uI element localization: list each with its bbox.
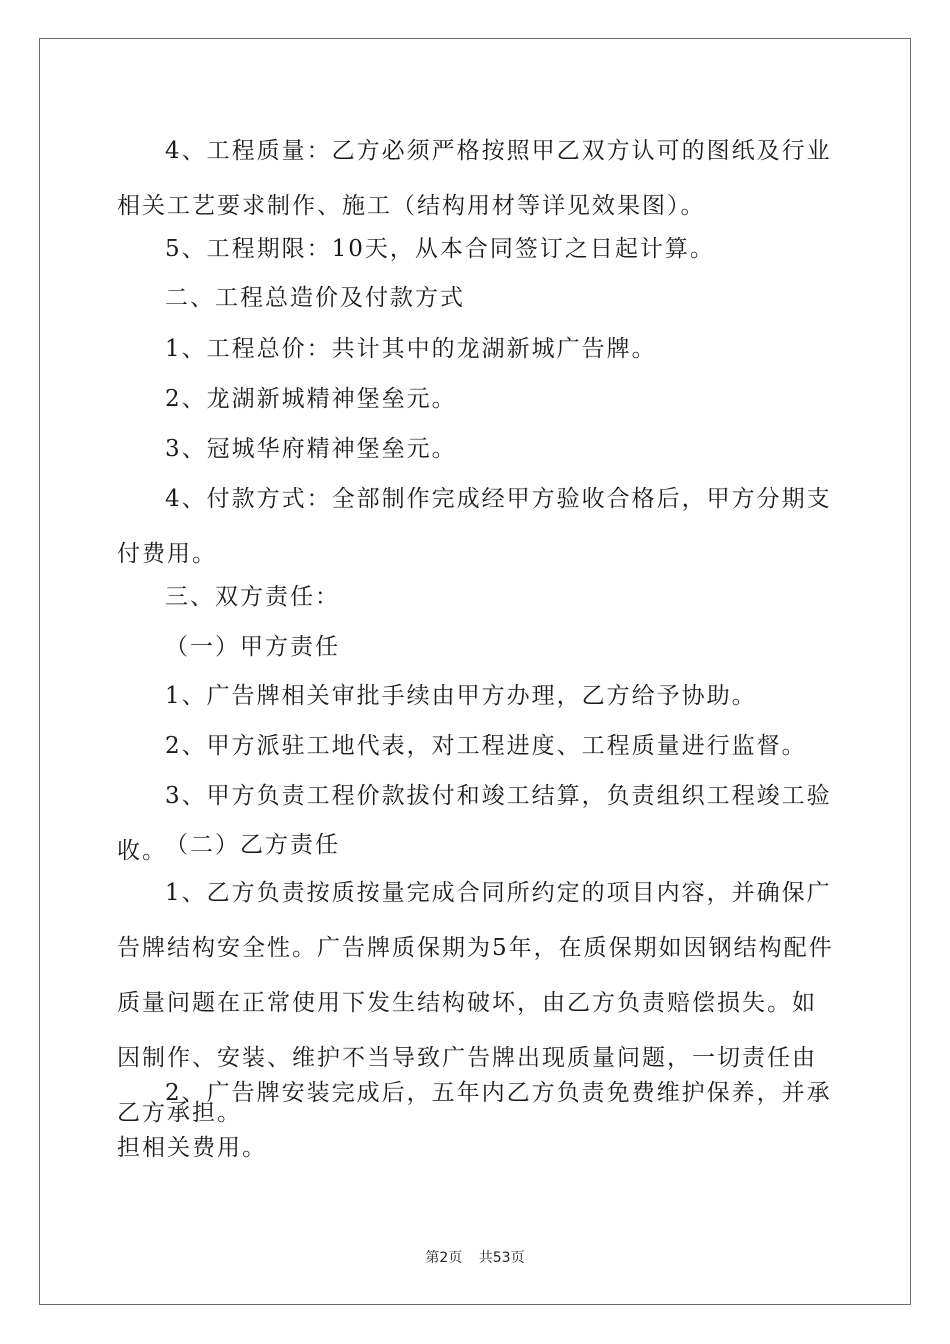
paragraph-longhu: 2、龙湖新城精神堡垒元。 [165,386,457,412]
paragraph-quality: 4、工程质量：乙方必须严格按照甲乙双方认可的图纸及行业相关工艺要求制作、施工（结构用材等详见效果图）。 [117,138,832,219]
paragraph-period: 5、工程期限：10天，从本合同签订之日起计算。 [165,236,715,262]
page-number: 第2页 [425,1250,463,1266]
paragraph-a-approval: 1、广告牌相关审批手续由甲方办理，乙方给予协助。 [165,683,757,709]
section-heading-price: 二、工程总造价及付款方式 [165,285,465,311]
subheading-party-a: （一）甲方责任 [165,634,340,660]
subheading-party-b: （二）乙方责任 [165,832,340,858]
page-footer [0,1247,950,1267]
page-total: 共53页 [478,1250,525,1266]
paragraph-a-settlement: 3、甲方负责工程价款拔付和竣工结算，负责组织工程竣工验收。 [117,783,832,864]
paragraph-b-quality: 1、乙方负责按质按量完成合同所约定的项目内容，并确保广告牌结构安全性。广告牌质保期为5年，在质保期如因钢结构配件质量问题在正常使用下发生结构破坏，由乙方负责赔偿损失。如因制作、安装、维护不当导致广告牌出现质量问题，一切责任由乙方承担。 [117,880,834,1126]
section-heading-responsibilities: 三、双方责任： [165,584,340,610]
paragraph-guancheng: 3、冠城华府精神堡垒元。 [165,436,457,462]
paragraph-payment: 4、付款方式：全部制作完成经甲方验收合格后，甲方分期支付费用。 [117,486,832,567]
paragraph-b-maintenance: 2、广告牌安装完成后，五年内乙方负责免费维护保养，并承担相关费用。 [117,1080,832,1161]
paragraph-total-price: 1、工程总价：共计其中的龙湖新城广告牌。 [165,336,657,362]
paragraph-a-supervision: 2、甲方派驻工地代表，对工程进度、工程质量进行监督。 [165,733,807,759]
